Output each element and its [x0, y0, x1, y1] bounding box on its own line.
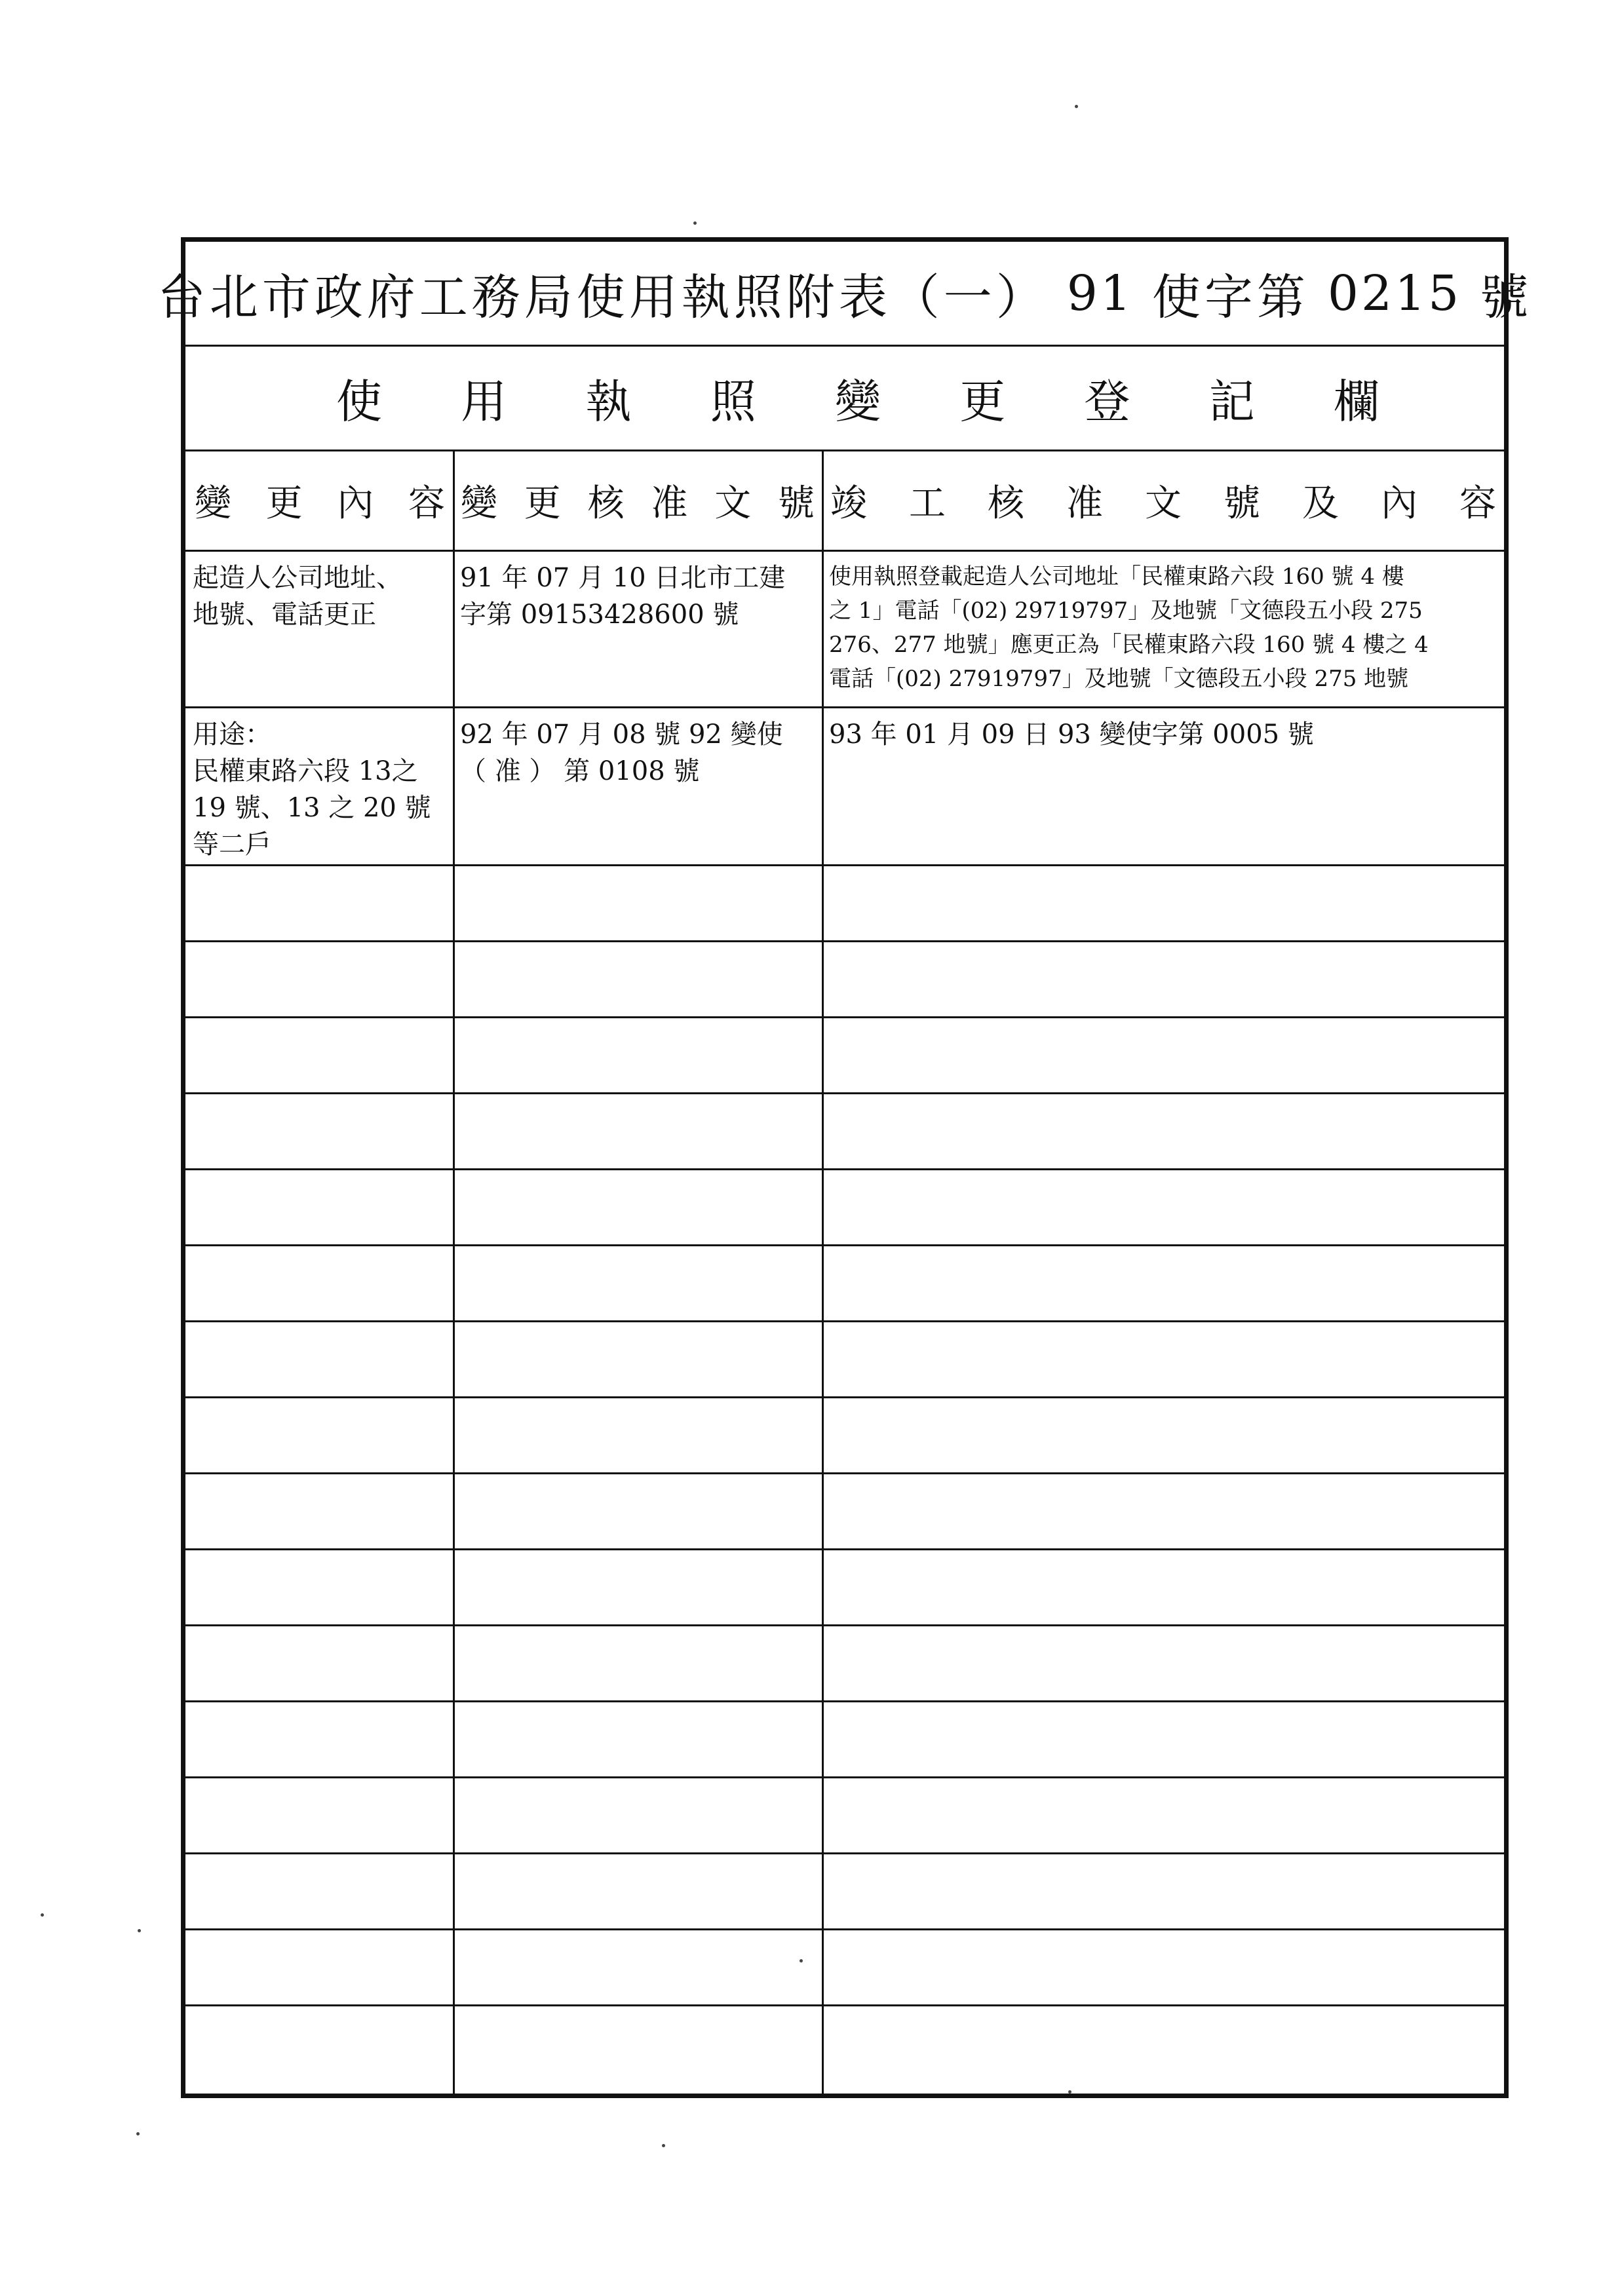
row-divider [185, 1320, 1504, 1322]
banner-char: 執 [585, 375, 632, 429]
scan-speck [693, 221, 697, 225]
header-char: 竣 [830, 482, 867, 525]
header-char: 更 [265, 482, 303, 525]
header-char: 工 [909, 482, 946, 525]
row2-completion-cell [824, 708, 1504, 864]
banner-char: 使 [336, 375, 382, 429]
row-divider [185, 1624, 1504, 1626]
header-char: 變 [461, 482, 497, 525]
row-divider [185, 2004, 1504, 2006]
header-completion-approval [830, 451, 1496, 550]
row-divider [185, 1852, 1504, 1854]
cell-line: 93 年 01 月 09 日 93 變使字第 0005 號 [829, 719, 1314, 750]
row-divider [185, 1928, 1504, 1930]
cell-line: 276、277 地號」應更正為「民權東路六段 160 號 4 樓之 4 [829, 632, 1429, 658]
row-divider [185, 940, 1504, 942]
cell-line: 民權東路六段 13之 [193, 756, 418, 786]
title-suffix: 號 [1480, 269, 1533, 326]
row-divider [185, 1016, 1504, 1018]
row1-approval-cell [455, 552, 822, 706]
row1-change-cell [187, 552, 453, 706]
header-change-approval [461, 451, 815, 550]
banner-char: 用 [461, 375, 507, 429]
banner-char: 登 [1084, 375, 1130, 429]
cell-line: 等二戶 [193, 830, 271, 860]
change-table [185, 451, 1504, 2094]
cell-line: 之 1」電話「(02) 29719797」及地號「文德段五小段 275 [829, 598, 1423, 624]
title-mid: 使字第 [1151, 269, 1309, 326]
header-char: 容 [1459, 482, 1496, 525]
header-char: 核 [587, 482, 625, 525]
form-title [157, 242, 1533, 347]
row-divider [185, 1244, 1504, 1246]
license-form [157, 237, 1533, 2098]
row2-approval-cell [455, 708, 822, 864]
header-char: 文 [1145, 482, 1182, 525]
header-char: 及 [1302, 482, 1339, 525]
row2-change-cell [187, 708, 453, 864]
row-divider [185, 1092, 1504, 1094]
scan-speck [1068, 2090, 1071, 2094]
scan-speck [41, 1913, 44, 1917]
header-char: 內 [1381, 482, 1418, 525]
header-char: 變 [195, 482, 231, 525]
scan-speck [662, 2144, 665, 2147]
header-change-content [195, 451, 445, 550]
header-char: 准 [651, 482, 688, 525]
scan-speck [1075, 105, 1078, 108]
cell-line: 用途： [193, 719, 271, 750]
header-char: 文 [714, 482, 752, 525]
header-char: 核 [988, 482, 1024, 525]
header-char: 號 [1224, 482, 1260, 525]
cell-line: 字第 09153428600 號 [460, 600, 739, 630]
title-year: 91 [1066, 265, 1134, 322]
header-char: 內 [337, 482, 374, 525]
header-char: 號 [777, 482, 815, 525]
header-char: 更 [524, 482, 561, 525]
banner-char: 記 [1208, 375, 1255, 429]
row-divider [185, 1472, 1504, 1474]
scan-speck [138, 1929, 141, 1932]
banner-char: 更 [959, 375, 1006, 429]
cell-line: （ 准 ） 第 0108 號 [460, 756, 700, 786]
section-banner [185, 347, 1504, 451]
row-divider [185, 1700, 1504, 1702]
cell-line: 91 年 07 月 10 日北市工建 [460, 563, 786, 593]
scan-speck [800, 1959, 803, 1962]
banner-char: 欄 [1334, 375, 1379, 429]
row1-completion-cell [824, 552, 1504, 706]
scan-speck [136, 2132, 140, 2135]
row-divider [185, 864, 1504, 866]
cell-line: 電話「(02) 27919797」及地號「文德段五小段 275 地號 [829, 666, 1409, 692]
header-char: 容 [408, 482, 445, 525]
cell-line: 使用執照登載起造人公司地址「民權東路六段 160 號 4 樓 [829, 564, 1404, 590]
banner-char: 變 [835, 375, 881, 429]
cell-line: 19 號、13 之 20 號 [193, 793, 431, 823]
cell-line: 92 年 07 月 08 號 92 變使 [460, 719, 783, 750]
cell-line: 起造人公司地址、 [193, 563, 402, 593]
row-divider [185, 1776, 1504, 1778]
title-number: 0215 [1327, 265, 1462, 322]
row-divider [185, 1396, 1504, 1398]
banner-char: 照 [710, 375, 756, 429]
row-divider [185, 1168, 1504, 1170]
title-prefix: 台北市政府工務局使用執照附表（一） [157, 269, 1049, 326]
header-char: 准 [1066, 482, 1103, 525]
cell-line: 地號、電話更正 [193, 600, 376, 630]
row-divider [185, 1548, 1504, 1550]
